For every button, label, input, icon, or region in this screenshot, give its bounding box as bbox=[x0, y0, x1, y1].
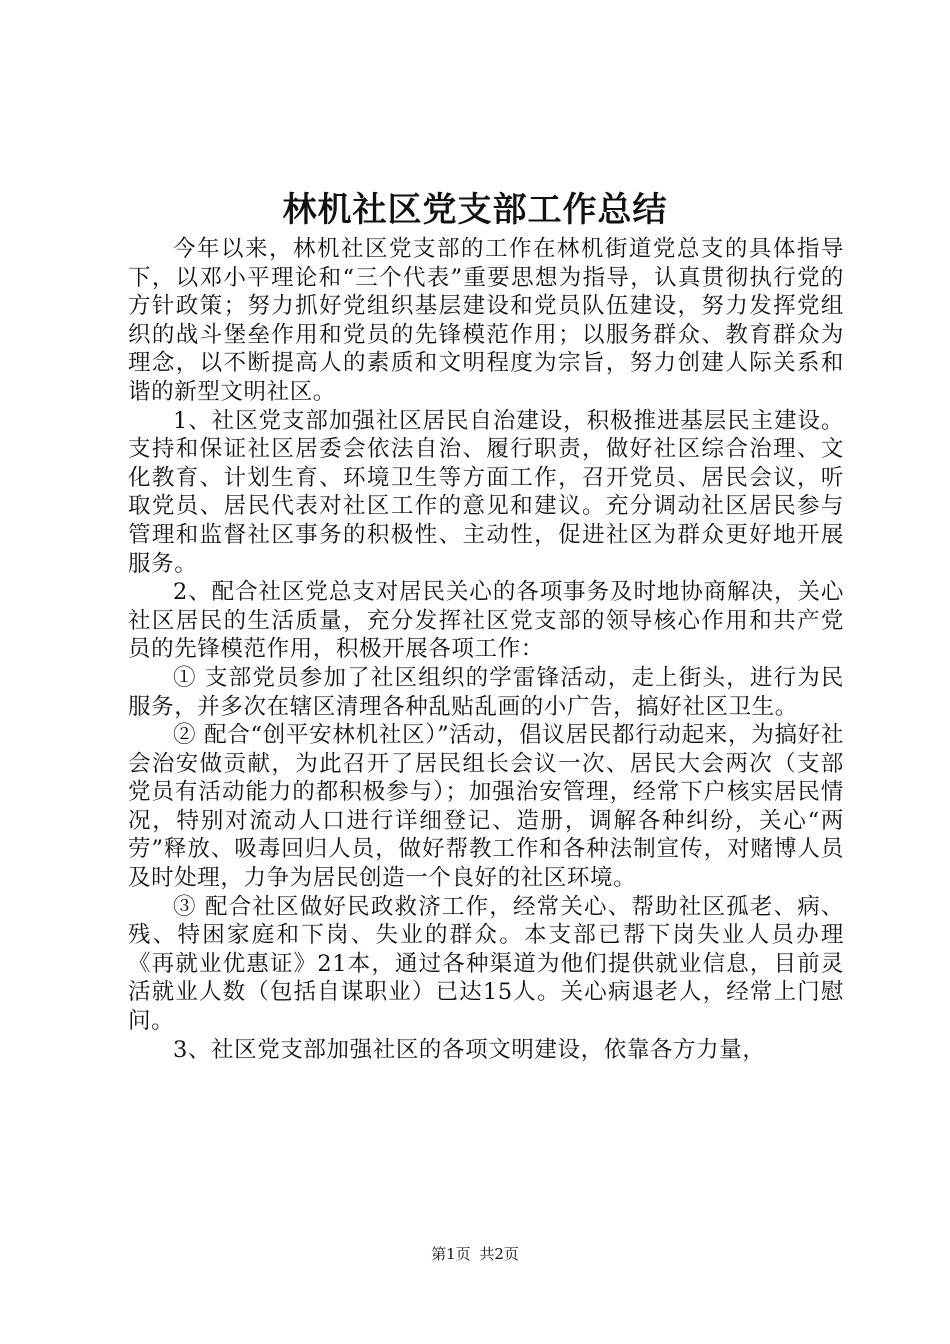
paragraph-subitem-2: ② 配合“创平安林机社区）”活动，倡议居民都行动起来，为搞好社会治安做贡献，为此召开了居民组长会议一次、居民大会两次（支部党员有活动能力的都积极参与）；加强治安管理，经常下户核实居民情况，特别对流动人口进行详细登记、造册，调解各种纠纷，关心“两劳”释放、吸毒回归人员，做好帮教工作和各种法制宣传，对赌博人员及时处理，力争为居民创造一个良好的社区环境。 bbox=[128, 722, 844, 892]
page-number: 第1页 bbox=[431, 1245, 471, 1263]
document-title: 林机社区党支部工作总结 bbox=[282, 190, 668, 230]
page-footer bbox=[0, 1244, 950, 1264]
page-total: 共2页 bbox=[479, 1245, 519, 1263]
document-body bbox=[128, 235, 844, 1064]
paragraph-item-1: 1、社区党支部加强社区居民自治建设，积极推进基层民主建设。支持和保证社区居委会依法自治、履行职责，做好社区综合治理、文化教育、计划生育、环境卫生等方面工作，召开党员、居民会议，听取党员、居民代表对社区工作的意见和建议。充分调动社区居民参与管理和监督社区事务的积极性、主动性，促进社区为群众更好地开展服务。 bbox=[128, 407, 844, 577]
paragraph-subitem-1: ① 支部党员参加了社区组织的学雷锋活动，走上街头，进行为民服务，并多次在辖区清理各种乱贴乱画的小广告，搞好社区卫生。 bbox=[128, 664, 844, 720]
paragraph-subitem-3: ③ 配合社区做好民政救济工作，经常关心、帮助社区孤老、病、残、特困家庭和下岗、失业的群众。本支部已帮下岗失业人员办理《再就业优惠证》21本，通过各种渠道为他们提供就业信息，目前灵活就业人数（包括自谋职业）已达15人。关心病退老人，经常上门慰问。 bbox=[128, 893, 844, 1035]
paragraph-intro: 今年以来，林机社区党支部的工作在林机街道党总支的具体指导下，以邓小平理论和“三个代表”重要思想为指导，认真贯彻执行党的方针政策；努力抓好党组织基层建设和党员队伍建设，努力发挥党组织的战斗堡垒作用和党员的先锋模范作用；以服务群众、教育群众为理念，以不断提高人的素质和文明程度为宗旨，努力创建人际关系和谐的新型文明社区。 bbox=[128, 236, 844, 405]
paragraph-item-3: 3、社区党支部加强社区的各项文明建设，依靠各方力量， bbox=[173, 1036, 766, 1063]
paragraph-item-2: 2、配合社区党总支对居民关心的各项事务及时地协商解决，关心社区居民的生活质量，充分发挥社区党支部的领导核心作用和共产党员的先锋模范作用，积极开展各项工作： bbox=[128, 579, 844, 663]
